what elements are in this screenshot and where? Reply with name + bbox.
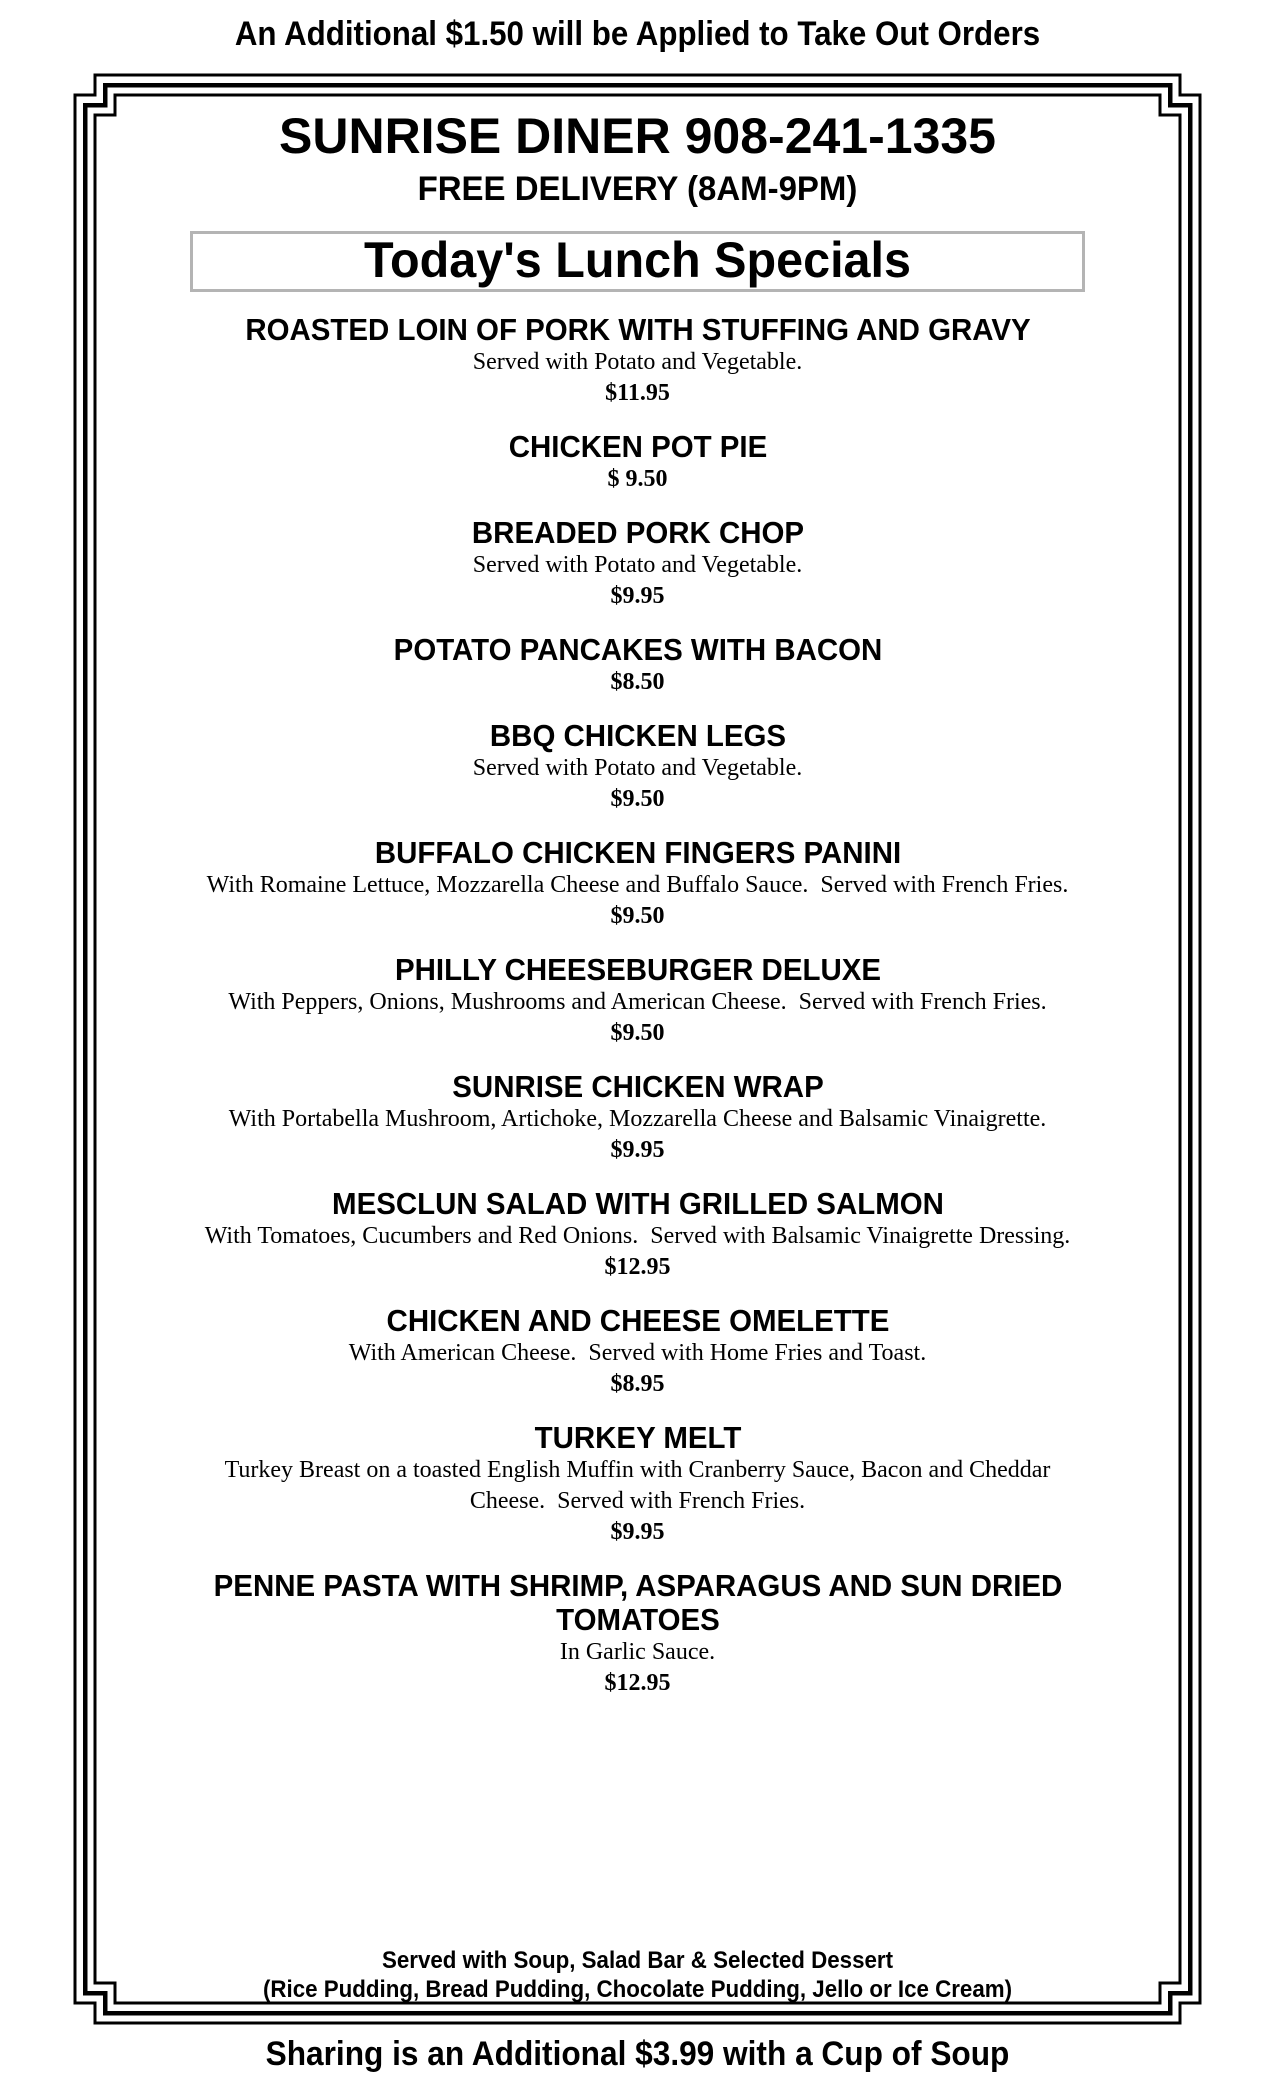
free-delivery-note: FREE DELIVERY (8AM-9PM) xyxy=(417,170,858,208)
menu-item-name: PHILLY CHEESEBURGER DELUXE xyxy=(394,952,881,987)
menu-item xyxy=(115,430,1160,495)
specials-heading: Today's Lunch Specials xyxy=(364,232,911,288)
menu-item-description: With American Cheese. Served with Home Fries and Toast. xyxy=(348,1340,927,1366)
menu-item-description: Served with Potato and Vegetable. xyxy=(472,349,803,375)
menu-item-name: BUFFALO CHICKEN FINGERS PANINI xyxy=(374,835,901,870)
menu-item xyxy=(115,1421,1160,1548)
menu-item-price: $8.50 xyxy=(610,669,665,695)
menu-item-price: $9.50 xyxy=(610,1020,665,1046)
menu-item xyxy=(115,1070,1160,1166)
menu-item-description: With Romaine Lettuce, Mozzarella Cheese and Buffalo Sauce. Served with French Fries. xyxy=(206,872,1069,898)
menu-item-price: $9.95 xyxy=(610,1519,665,1545)
menu-content xyxy=(115,95,1160,1699)
sharing-surcharge-note: Sharing is an Additional $3.99 with a Cup of Soup xyxy=(265,2035,1010,2073)
menu-item-description: Turkey Breast on a toasted English Muffin with Cranberry Sauce, Bacon and Cheddar Cheese. Served with French Fries. xyxy=(224,1457,1057,1514)
menu-item-description: In Garlic Sauce. xyxy=(559,1639,716,1665)
menu-item-name: TURKEY MELT xyxy=(534,1420,741,1455)
menu-item xyxy=(115,1187,1160,1283)
menu-item-price: $9.50 xyxy=(610,903,665,929)
menu-item-price: $9.50 xyxy=(610,786,665,812)
menu-item-name: CHICKEN POT PIE xyxy=(508,429,767,464)
menu-item-price: $12.95 xyxy=(604,1254,671,1280)
menu-item-description: With Peppers, Onions, Mushrooms and American Cheese. Served with French Fries. xyxy=(228,989,1047,1015)
menu-item xyxy=(115,516,1160,612)
menu-item-description: With Portabella Mushroom, Artichoke, Mozzarella Cheese and Balsamic Vinaigrette. xyxy=(228,1106,1047,1132)
menu-item xyxy=(115,1304,1160,1400)
menu-item xyxy=(115,1569,1160,1699)
menu-item-name: MESCLUN SALAD WITH GRILLED SALMON xyxy=(331,1186,944,1221)
footer-included-sides: Served with Soup, Salad Bar & Selected Dessert xyxy=(381,1947,894,1974)
menu-item-name: BBQ CHICKEN LEGS xyxy=(489,718,786,753)
menu-item-name: SUNRISE CHICKEN WRAP xyxy=(451,1069,824,1104)
menu-item xyxy=(115,719,1160,815)
footer-dessert-options: (Rice Pudding, Bread Pudding, Chocolate Pudding, Jello or Ice Cream) xyxy=(262,1976,1013,2003)
menu-item-price: $12.95 xyxy=(604,1670,671,1696)
menu-item-name: CHICKEN AND CHEESE OMELETTE xyxy=(386,1303,889,1338)
menu-item xyxy=(115,836,1160,932)
menu-item xyxy=(115,313,1160,409)
menu-item-description: Served with Potato and Vegetable. xyxy=(472,552,803,578)
diner-title: SUNRISE DINER 908-241-1335 xyxy=(279,108,996,164)
menu-item-price: $11.95 xyxy=(605,380,670,406)
menu-item xyxy=(115,953,1160,1049)
menu-item-price: $ 9.50 xyxy=(607,466,668,492)
menu-item-description: With Tomatoes, Cucumbers and Red Onions. Served with Balsamic Vinaigrette Dressing. xyxy=(204,1223,1071,1249)
menu-footer xyxy=(0,1946,1275,2004)
takeout-surcharge-note: An Additional $1.50 will be Applied to Take Out Orders xyxy=(234,15,1041,53)
menu-item-price: $9.95 xyxy=(610,1137,665,1163)
menu-item-name: BREADED PORK CHOP xyxy=(471,515,804,550)
menu-item-price: $8.95 xyxy=(610,1371,665,1397)
menu-item-description: Served with Potato and Vegetable. xyxy=(472,755,803,781)
specials-box xyxy=(190,231,1085,292)
menu-item-name: ROASTED LOIN OF PORK WITH STUFFING AND GRAVY xyxy=(244,312,1031,347)
menu-items xyxy=(115,313,1160,1699)
menu-item-price: $9.95 xyxy=(610,583,665,609)
menu-item-name: POTATO PANCAKES WITH BACON xyxy=(393,632,882,667)
menu-item xyxy=(115,633,1160,698)
menu-item-name: PENNE PASTA WITH SHRIMP, ASPARAGUS AND SUN DRIED TOMATOES xyxy=(213,1568,1062,1637)
